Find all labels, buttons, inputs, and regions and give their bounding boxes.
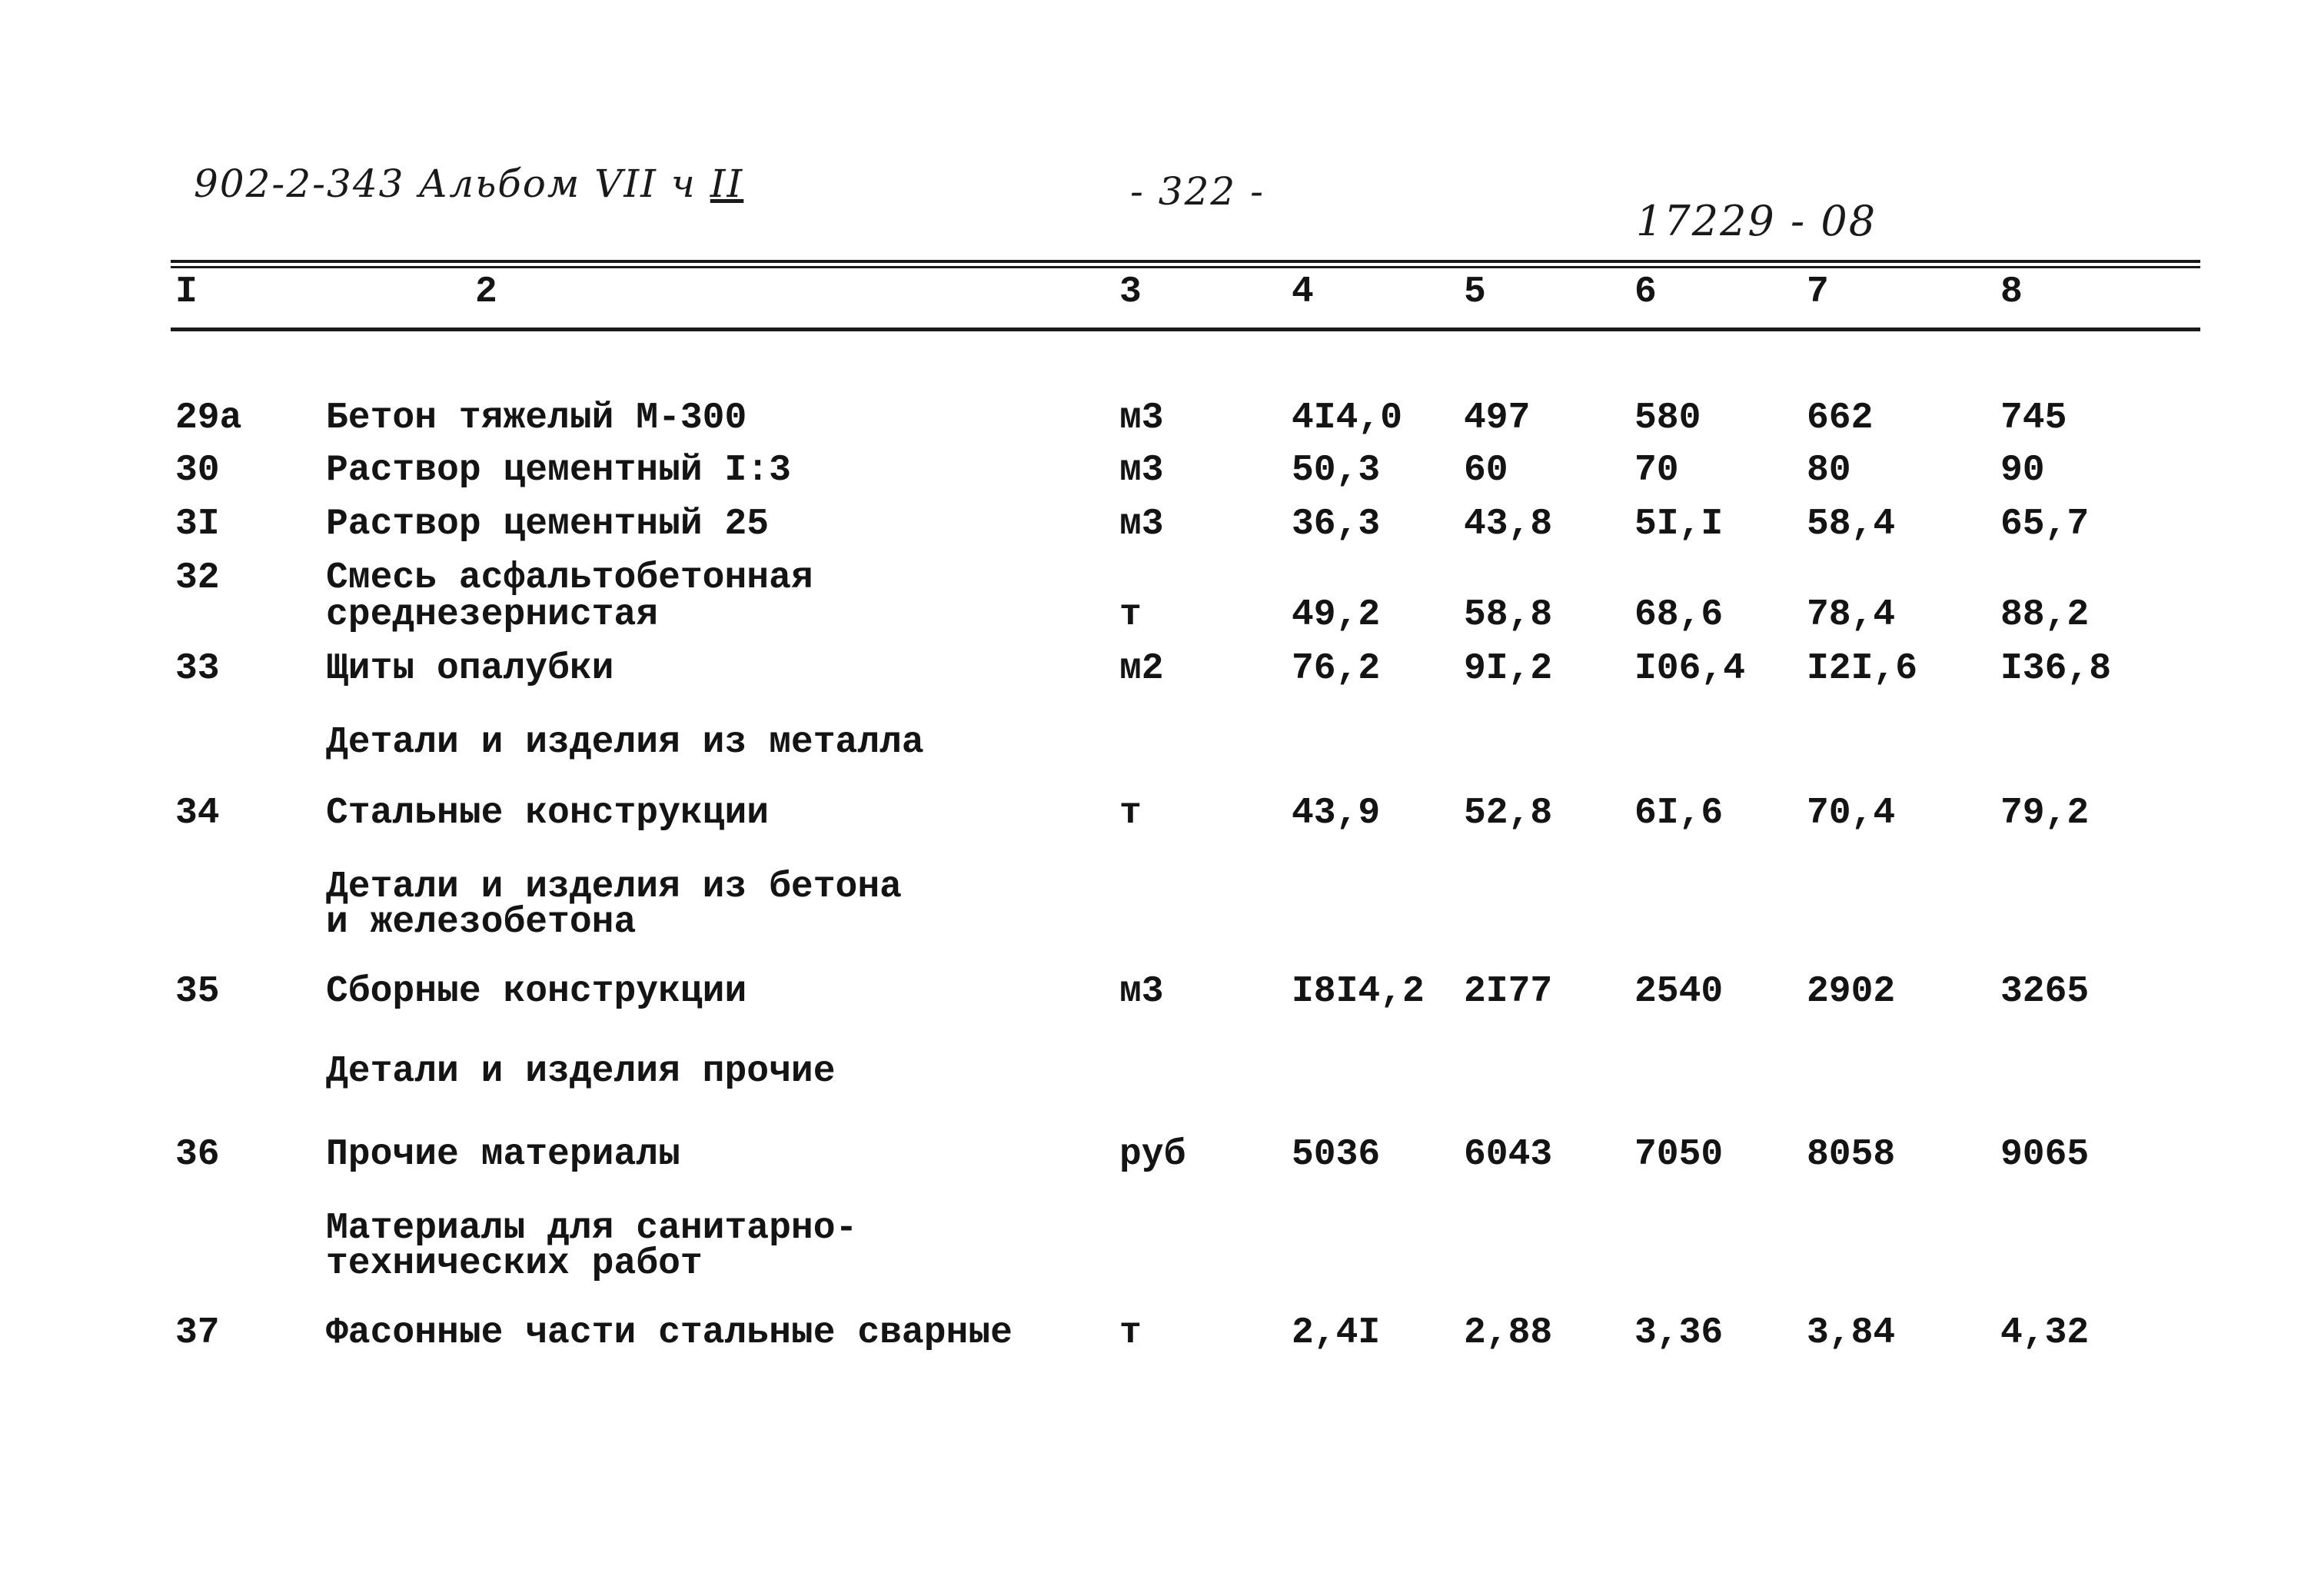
unit: м3 [1119,450,1164,491]
value-col5: 6043 [1464,1134,1553,1175]
document-reference [194,161,743,206]
value-col4: 76,2 [1292,648,1381,690]
value-col5: 58,8 [1464,594,1553,636]
material-name: Бетон тяжелый М-300 [326,397,747,439]
value-col8: 9065 [2000,1134,2090,1175]
value-col4: 2,4I [1292,1312,1381,1354]
material-name: Сборные конструкции [326,971,747,1012]
value-col6: 68,6 [1634,594,1724,636]
value-col4: 5036 [1292,1134,1381,1175]
section-heading: Материалы для санитарно- [326,1208,858,1249]
column-header-6: 6 [1634,271,1657,313]
unit: м3 [1119,397,1164,439]
section-heading: Детали и изделия из металла [326,722,924,763]
value-col6: 580 [1634,397,1701,439]
row-number: 29а [175,397,242,439]
value-col7: 70,4 [1807,793,1896,834]
row-number: 35 [175,971,220,1012]
material-name: Прочие материалы [326,1134,680,1175]
row-number: 3I [175,504,220,545]
section-heading-continued: и железобетона [326,902,637,943]
column-header-4: 4 [1292,271,1314,313]
material-name: Раствор цементный I:3 [326,450,791,491]
value-col6: 5I,I [1634,504,1724,545]
value-col5: 2I77 [1464,971,1553,1012]
row-number: 33 [175,648,220,690]
value-col8: I36,8 [2000,648,2112,690]
value-col7: 58,4 [1807,504,1896,545]
row-number: 36 [175,1134,220,1175]
value-col7: 80 [1807,450,1851,491]
page-number: - 322 - [1130,169,1265,214]
value-col7: 8058 [1807,1134,1896,1175]
table-top-rule-inner [171,266,2200,268]
material-name: Фасонные части стальные сварные [326,1312,1013,1354]
material-name: Раствор цементный 25 [326,504,770,545]
unit: м3 [1119,504,1164,545]
value-col6: I06,4 [1634,648,1746,690]
value-col4: 50,3 [1292,450,1381,491]
value-col5: 497 [1464,397,1531,439]
row-number: 34 [175,793,220,834]
row-number: 30 [175,450,220,491]
table-header-rule [171,328,2200,331]
column-header-1: I [175,271,198,313]
value-col4: 4I4,0 [1292,397,1403,439]
unit: т [1119,1312,1142,1354]
value-col4: 49,2 [1292,594,1381,636]
value-col4: I8I4,2 [1292,971,1425,1012]
unit: т [1119,793,1142,834]
value-col5: 9I,2 [1464,648,1553,690]
section-heading: Детали и изделия из бетона [326,866,902,908]
section-heading: Детали и изделия прочие [326,1051,836,1092]
document-reference-text: 902-2-343 Альбом VII ч [194,161,697,206]
column-header-3: 3 [1119,271,1142,313]
value-col7: 2902 [1807,971,1896,1012]
material-name: Смесь асфальтобетонная [326,557,813,599]
value-col8: 79,2 [2000,793,2090,834]
column-header-5: 5 [1464,271,1486,313]
value-col6: 3,36 [1634,1312,1724,1354]
value-col7: I2I,6 [1807,648,1918,690]
value-col8: 88,2 [2000,594,2090,636]
value-col7: 662 [1807,397,1874,439]
value-col6: 70 [1634,450,1679,491]
value-col8: 65,7 [2000,504,2090,545]
document-code: 17229 - 08 [1636,197,1877,245]
value-col8: 745 [2000,397,2067,439]
value-col6: 7050 [1634,1134,1724,1175]
section-heading-continued: технических работ [326,1243,703,1285]
material-name-continued: среднезернистая [326,594,659,636]
value-col8: 4,32 [2000,1312,2090,1354]
column-header-2: 2 [475,271,497,313]
value-col7: 78,4 [1807,594,1896,636]
value-col7: 3,84 [1807,1312,1896,1354]
column-header-7: 7 [1807,271,1829,313]
unit: руб [1119,1134,1186,1175]
material-name: Щиты опалубки [326,648,614,690]
value-col5: 43,8 [1464,504,1553,545]
column-header-8: 8 [2000,271,2023,313]
value-col5: 52,8 [1464,793,1553,834]
row-number: 37 [175,1312,220,1354]
value-col6: 2540 [1634,971,1724,1012]
table-top-rule [171,260,2200,263]
row-number: 32 [175,557,220,599]
value-col8: 90 [2000,450,2045,491]
value-col4: 43,9 [1292,793,1381,834]
document-part: II [710,161,744,206]
value-col5: 2,88 [1464,1312,1553,1354]
value-col6: 6I,6 [1634,793,1724,834]
unit: т [1119,594,1142,636]
unit: м2 [1119,648,1164,690]
value-col5: 60 [1464,450,1508,491]
material-name: Стальные конструкции [326,793,770,834]
value-col8: 3265 [2000,971,2090,1012]
unit: м3 [1119,971,1164,1012]
value-col4: 36,3 [1292,504,1381,545]
